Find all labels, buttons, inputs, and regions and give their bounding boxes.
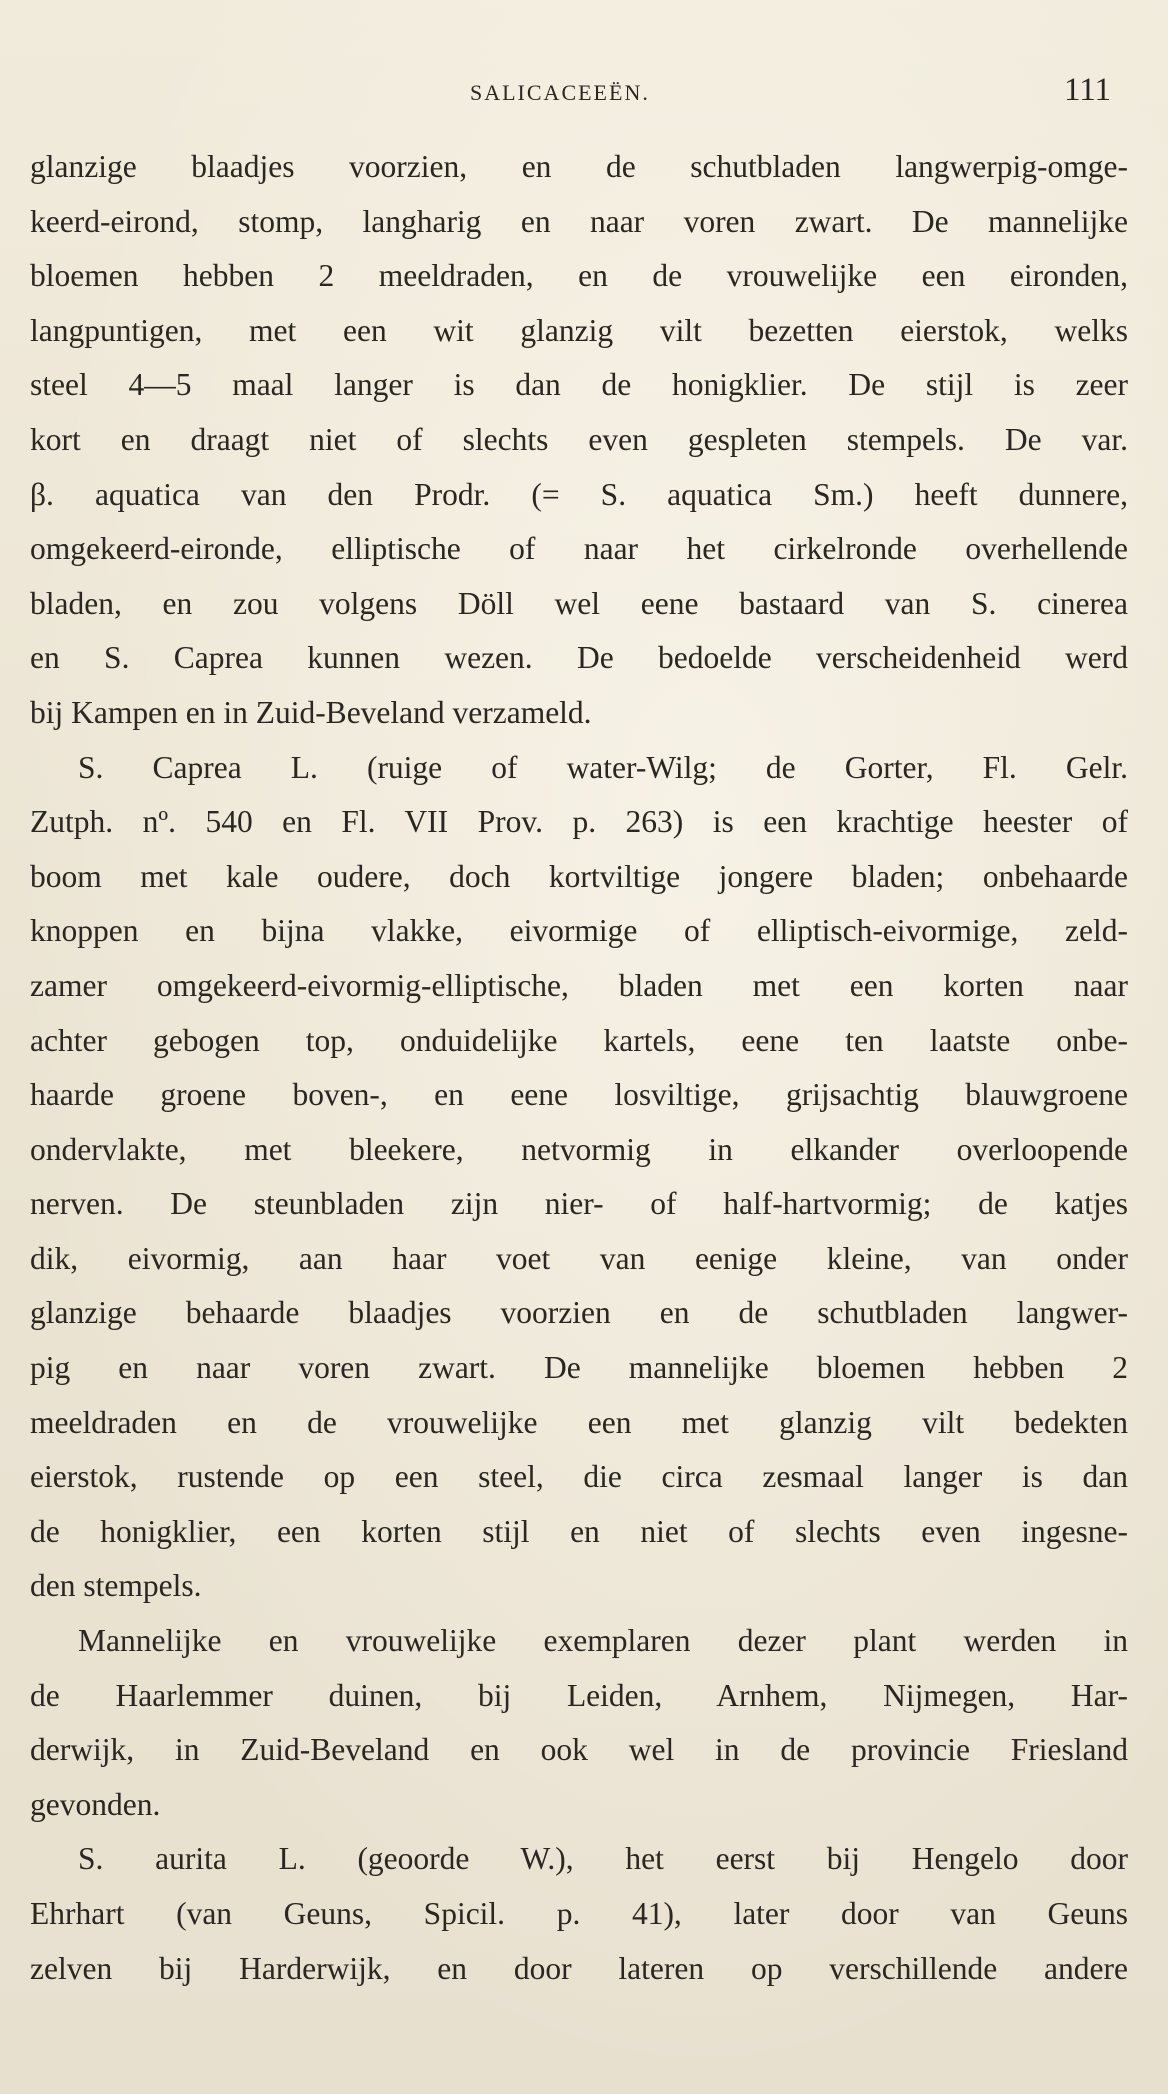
text-line: Ehrhart (van Geuns, Spicil. p. 41), later door van Geuns	[30, 1896, 1128, 1931]
text-line: achter gebogen top, onduidelijke kartels, eene ten laatste onbe-	[30, 1022, 1128, 1058]
text-line: boom met kale oudere, doch kortviltige jongere bladen; onbehaarde	[30, 858, 1128, 894]
text-line: den stempels.	[30, 1568, 202, 1604]
text-line: nerven. De steunbladen zijn nier- of half-hartvormig; de katjes	[30, 1186, 1128, 1222]
text-line: langpuntigen, met een wit glanzig vilt bezetten eierstok, welks	[30, 312, 1128, 348]
text-line: haarde groene boven-, en eene losviltige, grijsachtig blauwgroene	[30, 1077, 1128, 1113]
text-line: knoppen en bijna vlakke, eivormige of elliptisch-eivormige, zeld-	[30, 913, 1128, 949]
text-line: Zutph. nº. 540 en Fl. VII Prov. p. 263) is een krachtige heester of	[30, 804, 1128, 840]
text-line: β. aquatica van den Prodr. (= S. aquatica Sm.) heeft dunnere,	[30, 476, 1128, 512]
text-line: gevonden.	[30, 1786, 161, 1822]
running-head	[0, 72, 1168, 118]
text-line: eierstok, rustende op een steel, die circa zesmaal langer is dan	[30, 1459, 1128, 1495]
text-line: S. aurita L. (geoorde W.), het eerst bij Hengelo door	[78, 1841, 1128, 1877]
text-line: glanzige blaadjes voorzien, en de schutbladen langwerpig-omge-	[30, 149, 1128, 184]
text-line: zelven bij Harderwijk, en door lateren op verschillende andere	[30, 1950, 1128, 1986]
text-line: derwijk, in Zuid-Beveland en ook wel in de provincie Friesland	[30, 1732, 1128, 1768]
text-line: keerd-eirond, stomp, langharig en naar voren zwart. De mannelijke	[30, 203, 1128, 239]
text-line: dik, eivormig, aan haar voet van eenige kleine, van onder	[30, 1240, 1128, 1276]
paragraph-3	[30, 1614, 1128, 1832]
running-title: SALICACEEËN.	[470, 80, 650, 105]
text-line: de Haarlemmer duinen, bij Leiden, Arnhem, Nijmegen, Har-	[30, 1677, 1128, 1713]
body-text	[30, 140, 1128, 1996]
text-line: bij Kampen en in Zuid-Beveland verzameld.	[30, 694, 592, 730]
text-line: meeldraden en de vrouwelijke een met glanzig vilt bedekten	[30, 1404, 1128, 1440]
text-line: Mannelijke en vrouwelijke exemplaren dezer plant werden in	[78, 1623, 1128, 1659]
text-line: de honigklier, een korten stijl en niet of slechts even ingesne-	[30, 1513, 1128, 1549]
paragraph-4	[30, 1832, 1128, 1996]
text-line: zamer omgekeerd-eivormig-elliptische, bladen met een korten naar	[30, 967, 1128, 1003]
text-line: kort en draagt niet of slechts even gespleten stempels. De var.	[30, 421, 1128, 457]
text-line: steel 4—5 maal langer is dan de honigklier. De stijl is zeer	[30, 367, 1128, 403]
text-line: S. Caprea L. (ruige of water-Wilg; de Gorter, Fl. Gelr.	[78, 749, 1128, 785]
text-line: pig en naar voren zwart. De mannelijke bloemen hebben 2	[30, 1350, 1128, 1386]
page-number: 111	[1064, 72, 1112, 108]
text-line: glanzige behaarde blaadjes voorzien en de schutbladen langwer-	[30, 1295, 1128, 1331]
text-line: omgekeerd-eironde, elliptische of naar het cirkelronde overhellende	[30, 531, 1128, 567]
text-line: bladen, en zou volgens Döll wel eene bastaard van S. cinerea	[30, 585, 1128, 621]
text-line: ondervlakte, met bleekere, netvormig in elkander overloopende	[30, 1131, 1128, 1167]
paragraph-2	[30, 741, 1128, 1615]
text-line: bloemen hebben 2 meeldraden, en de vrouwelijke een eironden,	[30, 258, 1128, 294]
paragraph-1	[30, 140, 1128, 741]
text-line: en S. Caprea kunnen wezen. De bedoelde verscheidenheid werd	[30, 640, 1128, 676]
